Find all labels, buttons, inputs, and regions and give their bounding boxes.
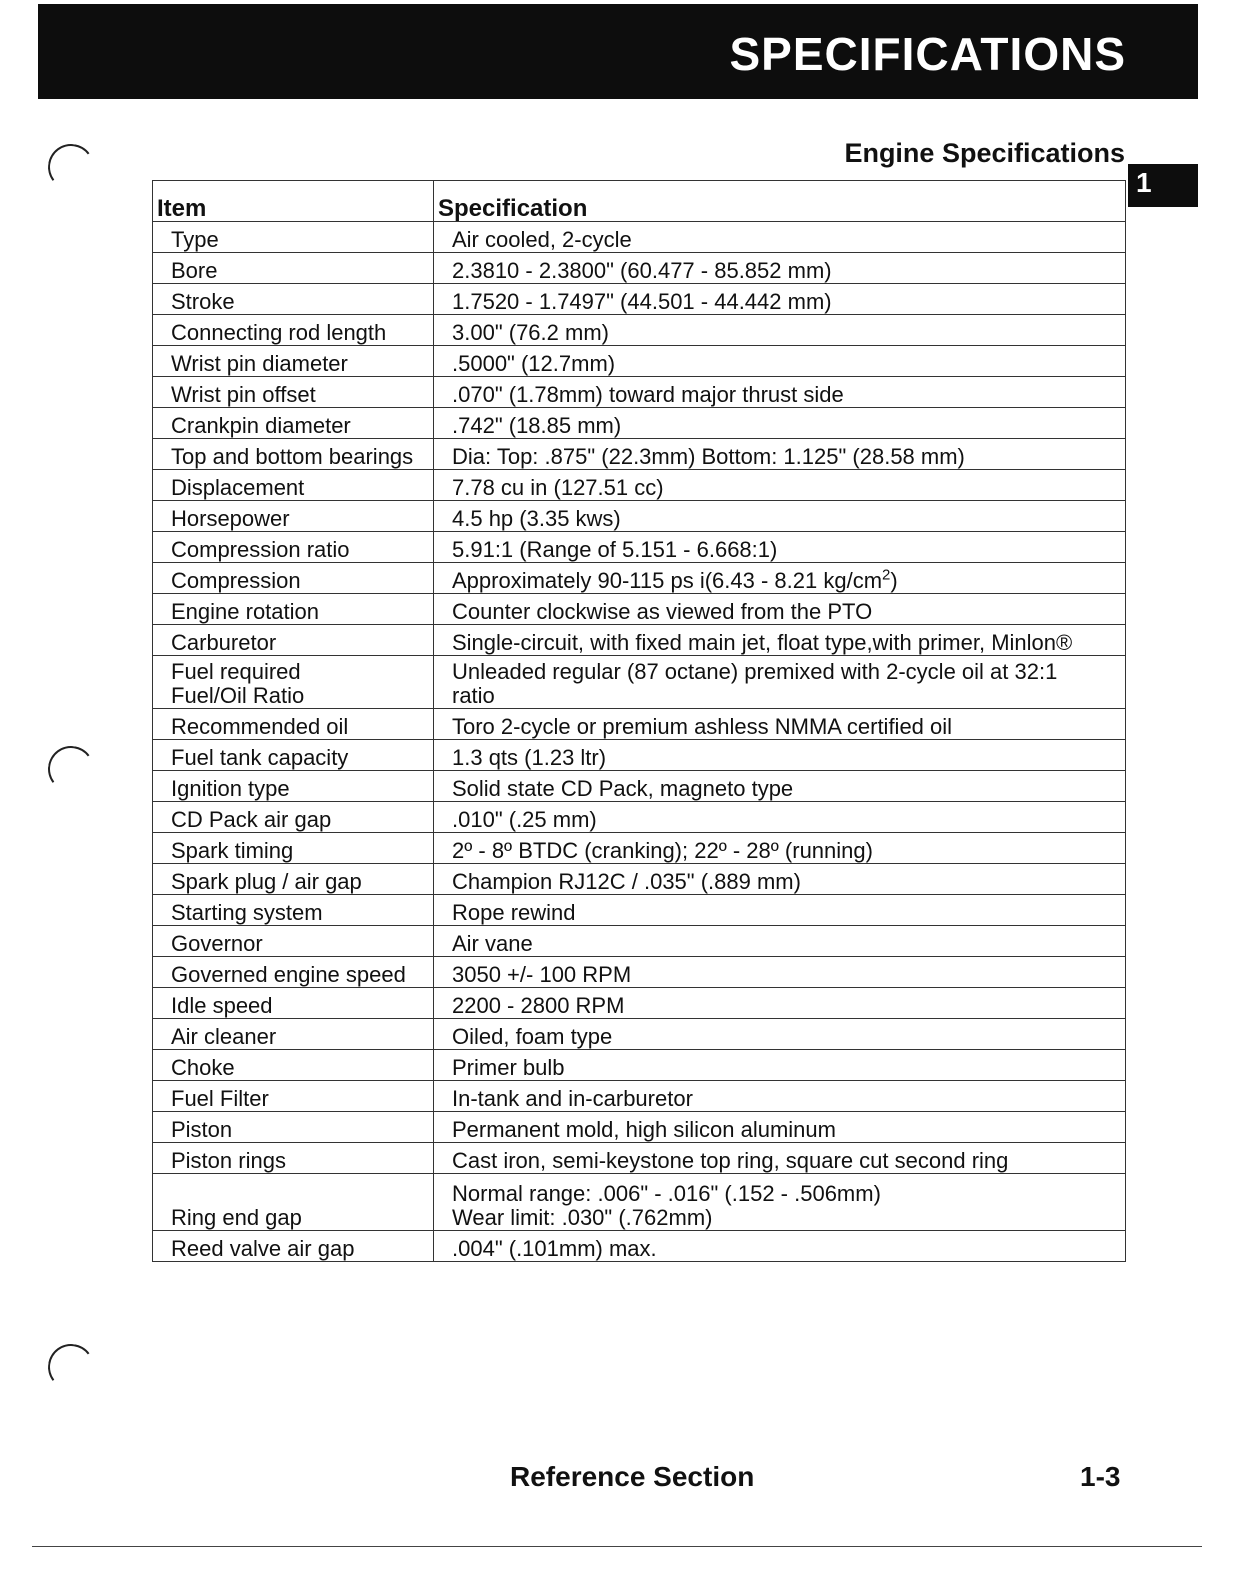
spec-value-cell — [434, 1174, 1126, 1231]
spec-item-label: Ring end gap — [171, 1205, 302, 1230]
table-row — [153, 740, 1126, 771]
spec-item-label: Horsepower — [171, 506, 290, 531]
spec-item-cell — [153, 1174, 434, 1231]
spec-item-cell — [153, 895, 434, 926]
spec-item-cell — [153, 740, 434, 771]
table-body — [153, 222, 1126, 1262]
spec-value-cell — [434, 1019, 1126, 1050]
engine-specifications-table — [152, 180, 1126, 1262]
spec-value-superscript: 2 — [882, 566, 891, 584]
spec-value-cell — [434, 1081, 1126, 1112]
spec-item-cell — [153, 864, 434, 895]
spec-item-cell — [153, 1019, 434, 1050]
spec-value-cell — [434, 833, 1126, 864]
spec-value-cell — [434, 1112, 1126, 1143]
spec-value-text: Primer bulb — [452, 1055, 565, 1080]
spec-value-text: .742" (18.85 mm) — [452, 413, 622, 438]
spec-item-cell — [153, 709, 434, 740]
spec-value-text: Dia: Top: .875" (22.3mm) Bottom: 1.125" (28.58 mm) — [452, 444, 965, 469]
footer-divider — [32, 1546, 1202, 1547]
table-row — [153, 1050, 1126, 1081]
spec-value-text: .010" (.25 mm) — [452, 807, 597, 832]
spec-value-cell — [434, 864, 1126, 895]
spec-value-text: Rope rewind — [452, 900, 576, 925]
spec-item-cell — [153, 594, 434, 625]
spec-item-label: Fuel tank capacity — [171, 745, 349, 770]
spec-value-text: In-tank and in-carburetor — [452, 1086, 693, 1111]
table-row — [153, 709, 1126, 740]
spec-item-cell — [153, 501, 434, 532]
spec-value-cell — [434, 315, 1126, 346]
table-row — [153, 957, 1126, 988]
spec-item-label: Connecting rod length — [171, 320, 387, 345]
column-header-specification: Specification — [434, 181, 1126, 222]
spec-value-text: 4.5 hp (3.35 kws) — [452, 506, 621, 531]
spec-value-text: Oiled, foam type — [452, 1024, 613, 1049]
spec-item-label: Starting system — [171, 900, 323, 925]
spec-item-label: Choke — [171, 1055, 235, 1080]
spec-value-text: 2200 - 2800 RPM — [452, 993, 625, 1018]
spec-value-text: Counter clockwise as viewed from the PTO — [452, 599, 873, 624]
spec-item-cell — [153, 1081, 434, 1112]
spec-item-label: Reed valve air gap — [171, 1236, 355, 1261]
spec-item-label: Wrist pin offset — [171, 382, 316, 407]
spec-item-label: Compression ratio — [171, 537, 350, 562]
table-row — [153, 563, 1126, 594]
spec-item-cell — [153, 771, 434, 802]
table-row — [153, 656, 1126, 709]
spec-value-text: Single-circuit, with fixed main jet, float type,with primer, Minlon® — [452, 630, 1073, 655]
spec-value-cell — [434, 625, 1126, 656]
spec-item-cell — [153, 833, 434, 864]
table-row — [153, 594, 1126, 625]
spec-item-label: Idle speed — [171, 993, 273, 1018]
table-row — [153, 625, 1126, 656]
spec-value-text: 5.91:1 (Range of 5.151 - 6.668:1) — [452, 537, 778, 562]
spec-item-cell — [153, 1050, 434, 1081]
spec-item-cell — [153, 656, 434, 709]
spec-item-cell — [153, 222, 434, 253]
table-row — [153, 926, 1126, 957]
spec-value-text: Unleaded regular (87 octane) premixed with 2-cycle oil at 32:1 ratio — [452, 659, 1058, 708]
spec-value-cell — [434, 377, 1126, 408]
spec-value-cell — [434, 895, 1126, 926]
table-row — [153, 532, 1126, 563]
table-row — [153, 470, 1126, 501]
table-header-row — [153, 181, 1126, 222]
spec-value-cell — [434, 926, 1126, 957]
section-title: Engine Specifications — [844, 138, 1125, 168]
binder-hole-mark-bottom — [45, 1341, 97, 1393]
spec-value-cell — [434, 709, 1126, 740]
spec-value-cell — [434, 957, 1126, 988]
table-row — [153, 1143, 1126, 1174]
header-bar — [38, 4, 1198, 99]
spec-item-label: CD Pack air gap — [171, 807, 332, 832]
spec-value-text: .5000" (12.7mm) — [452, 351, 616, 376]
spec-value-cell — [434, 439, 1126, 470]
spec-value-cell — [434, 656, 1126, 709]
spec-value-cell — [434, 563, 1126, 594]
spec-value-text: Normal range: .006" - .016" (.152 - .506mm) Wear limit: .030" (.762mm) — [452, 1181, 881, 1230]
spec-value-text: 1.7520 - 1.7497" (44.501 - 44.442 mm) — [452, 289, 832, 314]
spec-value-cell — [434, 1231, 1126, 1262]
spec-value-text: Solid state CD Pack, magneto type — [452, 776, 794, 801]
spec-item-label: Ignition type — [171, 776, 290, 801]
table-row — [153, 833, 1126, 864]
table-row — [153, 253, 1126, 284]
spec-item-cell — [153, 470, 434, 501]
spec-item-label: Governor — [171, 931, 263, 956]
table-row — [153, 864, 1126, 895]
table-row — [153, 802, 1126, 833]
chapter-tab: 1 — [1128, 164, 1198, 207]
spec-item-label: Engine rotation — [171, 599, 319, 624]
spec-value-cell — [434, 594, 1126, 625]
spec-item-label: Recommended oil — [171, 714, 349, 739]
spec-item-cell — [153, 377, 434, 408]
binder-hole-mark-middle — [45, 743, 97, 795]
spec-item-label: Stroke — [171, 289, 235, 314]
table-row — [153, 408, 1126, 439]
page-number: 1-3 — [1080, 1461, 1121, 1492]
spec-item-label: Piston rings — [171, 1148, 286, 1173]
spec-item-cell — [153, 532, 434, 563]
table-row — [153, 222, 1126, 253]
spec-item-label: Displacement — [171, 475, 305, 500]
spec-item-label: Wrist pin diameter — [171, 351, 348, 376]
spec-item-label: Compression — [171, 568, 301, 593]
spec-value-cell — [434, 408, 1126, 439]
spec-item-label: Carburetor — [171, 630, 277, 655]
spec-value-text: 2.3810 - 2.3800" (60.477 - 85.852 mm) — [452, 258, 832, 283]
spec-item-cell — [153, 408, 434, 439]
spec-item-cell — [153, 346, 434, 377]
spec-item-cell — [153, 315, 434, 346]
spec-value-cell — [434, 802, 1126, 833]
page-title: SPECIFICATIONS — [729, 28, 1126, 80]
spec-item-cell — [153, 284, 434, 315]
spec-value-cell — [434, 284, 1126, 315]
table-row — [153, 771, 1126, 802]
spec-item-label: Type — [171, 227, 219, 252]
spec-value-text: 3.00" (76.2 mm) — [452, 320, 609, 345]
spec-value-tail: ) — [890, 568, 898, 593]
spec-value-cell — [434, 988, 1126, 1019]
table-row — [153, 284, 1126, 315]
spec-value-cell — [434, 501, 1126, 532]
spec-item-label: Piston — [171, 1117, 233, 1142]
spec-item-label: Governed engine speed — [171, 962, 406, 987]
spec-value-text: Approximately 90-115 ps i(6.43 - 8.21 kg/cm — [452, 568, 883, 593]
spec-item-cell — [153, 625, 434, 656]
table-row — [153, 1231, 1126, 1262]
spec-value-cell — [434, 1050, 1126, 1081]
spec-item-label: Air cleaner — [171, 1024, 277, 1049]
spec-item-label: Spark plug / air gap — [171, 869, 362, 894]
spec-value-cell — [434, 253, 1126, 284]
spec-value-text: Cast iron, semi-keystone top ring, square cut second ring — [452, 1148, 1009, 1173]
spec-value-cell — [434, 771, 1126, 802]
spec-item-cell — [153, 253, 434, 284]
spec-value-cell — [434, 222, 1126, 253]
spec-value-cell — [434, 740, 1126, 771]
spec-value-text: 1.3 qts (1.23 ltr) — [452, 745, 607, 770]
spec-value-text: .004" (.101mm) max. — [452, 1236, 657, 1261]
binder-hole-mark-top — [45, 141, 97, 193]
spec-item-cell — [153, 1112, 434, 1143]
spec-value-text: 2º - 8º BTDC (cranking); 22º - 28º (running) — [452, 838, 873, 863]
footer-section-title: Reference Section — [510, 1461, 755, 1492]
spec-value-text: Air vane — [452, 931, 533, 956]
table-row — [153, 1112, 1126, 1143]
spec-item-cell — [153, 926, 434, 957]
table-row — [153, 1081, 1126, 1112]
table-row — [153, 1019, 1126, 1050]
spec-value-text: 7.78 cu in (127.51 cc) — [452, 475, 664, 500]
spec-item-label: Bore — [171, 258, 218, 283]
spec-item-label: Crankpin diameter — [171, 413, 351, 438]
table-row — [153, 439, 1126, 470]
spec-value-text: Toro 2-cycle or premium ashless NMMA certified oil — [452, 714, 953, 739]
spec-item-label: Fuel Filter — [171, 1086, 269, 1111]
table-row — [153, 895, 1126, 926]
spec-item-cell — [153, 439, 434, 470]
table-row — [153, 377, 1126, 408]
table-row — [153, 501, 1126, 532]
table-row — [153, 346, 1126, 377]
column-header-item: Item — [153, 181, 434, 222]
spec-value-text: Permanent mold, high silicon aluminum — [452, 1117, 836, 1142]
spec-item-cell — [153, 1231, 434, 1262]
spec-item-cell — [153, 957, 434, 988]
spec-item-label: Top and bottom bearings — [171, 444, 414, 469]
table-row — [153, 988, 1126, 1019]
spec-value-text: .070" (1.78mm) toward major thrust side — [452, 382, 844, 407]
spec-value-cell — [434, 532, 1126, 563]
spec-item-cell — [153, 802, 434, 833]
spec-value-text: 3050 +/- 100 RPM — [452, 962, 632, 987]
spec-value-text: Air cooled, 2-cycle — [452, 227, 632, 252]
spec-value-cell — [434, 346, 1126, 377]
spec-item-cell — [153, 563, 434, 594]
spec-item-label: Fuel required Fuel/Oil Ratio — [171, 659, 305, 708]
spec-value-cell — [434, 470, 1126, 501]
spec-value-cell — [434, 1143, 1126, 1174]
spec-item-cell — [153, 1143, 434, 1174]
spec-item-label: Spark timing — [171, 838, 294, 863]
spec-item-cell — [153, 988, 434, 1019]
table-row — [153, 315, 1126, 346]
table-row — [153, 1174, 1126, 1231]
spec-value-text: Champion RJ12C / .035" (.889 mm) — [452, 869, 801, 894]
